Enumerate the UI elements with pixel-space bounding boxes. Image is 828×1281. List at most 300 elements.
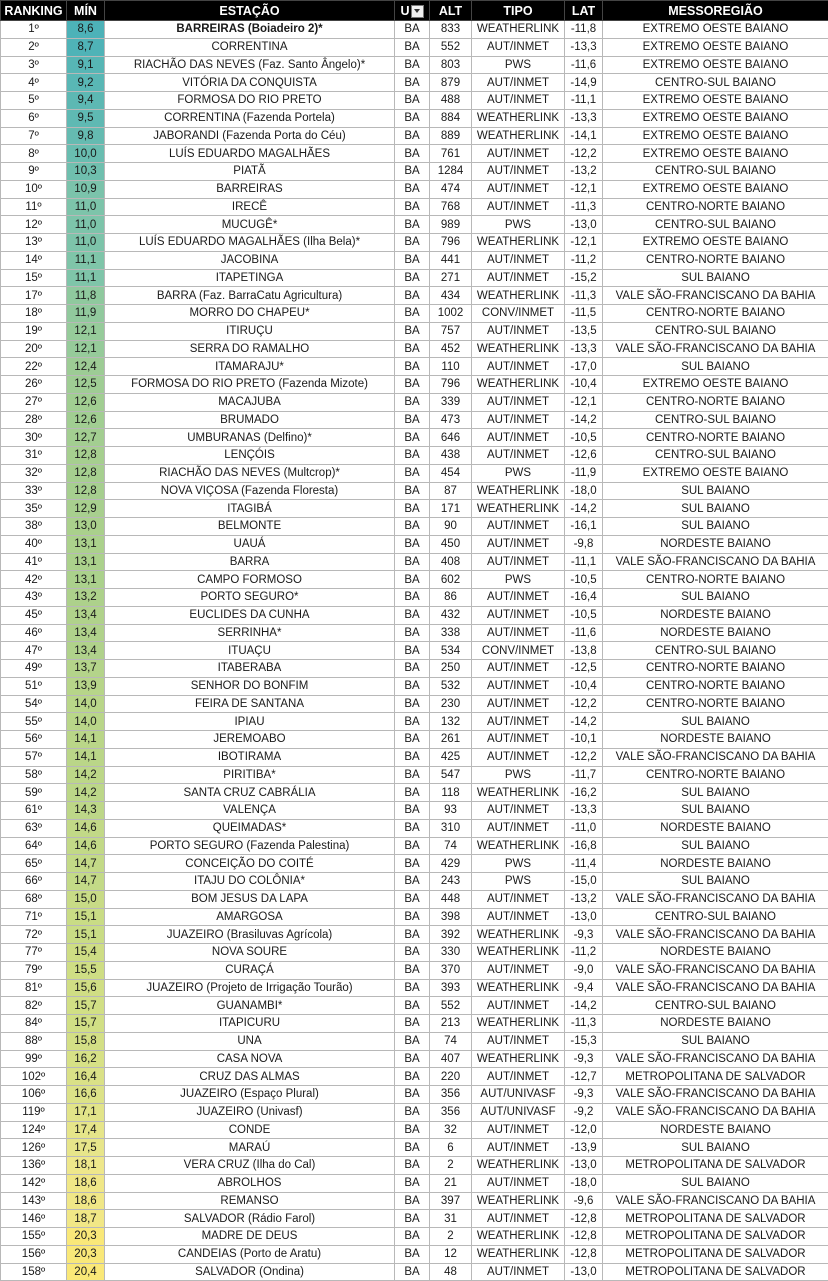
cell-tipo: AUT/INMET (472, 802, 565, 820)
cell-alt: 90 (430, 518, 472, 536)
cell-lat: -13,2 (565, 890, 603, 908)
cell-estacao: MADRE DE DEUS (105, 1228, 395, 1246)
table-row (1, 216, 828, 234)
cell-meso: CENTRO-NORTE BAIANO (603, 695, 828, 713)
cell-uf: BA (395, 180, 430, 198)
cell-min: 13,4 (67, 606, 105, 624)
cell-min: 11,0 (67, 198, 105, 216)
cell-uf: BA (395, 979, 430, 997)
cell-ranking: 124º (1, 1121, 67, 1139)
cell-alt: 250 (430, 660, 472, 678)
table-row (1, 908, 828, 926)
cell-min: 20,3 (67, 1228, 105, 1246)
table-row (1, 269, 828, 287)
cell-min: 15,7 (67, 997, 105, 1015)
cell-estacao: VITÓRIA DA CONQUISTA (105, 74, 395, 92)
table-row (1, 1103, 828, 1121)
cell-alt: 243 (430, 873, 472, 891)
cell-lat: -9,3 (565, 926, 603, 944)
cell-alt: 803 (430, 56, 472, 74)
cell-tipo: WEATHERLINK (472, 109, 565, 127)
cell-ranking: 126º (1, 1139, 67, 1157)
cell-min: 11,0 (67, 234, 105, 252)
cell-meso: EXTREMO OESTE BAIANO (603, 56, 828, 74)
cell-uf: BA (395, 926, 430, 944)
cell-ranking: 41º (1, 553, 67, 571)
table-row (1, 979, 828, 997)
cell-min: 13,1 (67, 571, 105, 589)
cell-ranking: 7º (1, 127, 67, 145)
cell-min: 18,1 (67, 1157, 105, 1175)
cell-uf: BA (395, 234, 430, 252)
table-row (1, 21, 828, 39)
cell-estacao: BRUMADO (105, 411, 395, 429)
cell-meso: SUL BAIANO (603, 358, 828, 376)
cell-tipo: AUT/INMET (472, 358, 565, 376)
cell-lat: -13,9 (565, 1139, 603, 1157)
cell-min: 9,2 (67, 74, 105, 92)
cell-meso: CENTRO-SUL BAIANO (603, 74, 828, 92)
cell-meso: CENTRO-NORTE BAIANO (603, 660, 828, 678)
header-lat: LAT (565, 1, 603, 21)
cell-estacao: CURAÇÁ (105, 961, 395, 979)
cell-uf: BA (395, 606, 430, 624)
cell-meso: EXTREMO OESTE BAIANO (603, 92, 828, 110)
cell-tipo: AUT/INMET (472, 269, 565, 287)
cell-ranking: 65º (1, 855, 67, 873)
cell-min: 13,2 (67, 589, 105, 607)
cell-ranking: 2º (1, 38, 67, 56)
cell-ranking: 30º (1, 429, 67, 447)
cell-min: 14,7 (67, 855, 105, 873)
cell-alt: 339 (430, 393, 472, 411)
cell-estacao: ABROLHOS (105, 1174, 395, 1192)
cell-meso: SUL BAIANO (603, 1139, 828, 1157)
cell-lat: -13,0 (565, 1157, 603, 1175)
cell-lat: -13,0 (565, 216, 603, 234)
table-row (1, 642, 828, 660)
cell-min: 9,1 (67, 56, 105, 74)
cell-alt: 768 (430, 198, 472, 216)
cell-min: 14,0 (67, 713, 105, 731)
cell-tipo: AUT/INMET (472, 1121, 565, 1139)
cell-alt: 1284 (430, 163, 472, 181)
cell-tipo: AUT/INMET (472, 535, 565, 553)
cell-estacao: SERRINHA* (105, 624, 395, 642)
cell-tipo: AUT/UNIVASF (472, 1103, 565, 1121)
cell-alt: 488 (430, 92, 472, 110)
cell-meso: EXTREMO OESTE BAIANO (603, 38, 828, 56)
cell-tipo: AUT/INMET (472, 606, 565, 624)
cell-ranking: 66º (1, 873, 67, 891)
cell-tipo: PWS (472, 571, 565, 589)
cell-estacao: IRECÊ (105, 198, 395, 216)
table-row (1, 518, 828, 536)
cell-lat: -11,3 (565, 1015, 603, 1033)
header-uf-label: U (400, 4, 409, 18)
cell-lat: -13,3 (565, 38, 603, 56)
cell-alt: 74 (430, 837, 472, 855)
cell-lat: -16,2 (565, 784, 603, 802)
cell-ranking: 61º (1, 802, 67, 820)
cell-ranking: 79º (1, 961, 67, 979)
cell-alt: 438 (430, 447, 472, 465)
cell-estacao: PIATÃ (105, 163, 395, 181)
cell-meso: CENTRO-NORTE BAIANO (603, 677, 828, 695)
cell-meso: CENTRO-SUL BAIANO (603, 997, 828, 1015)
cell-uf: BA (395, 500, 430, 518)
cell-ranking: 58º (1, 766, 67, 784)
cell-lat: -11,9 (565, 464, 603, 482)
cell-lat: -13,0 (565, 908, 603, 926)
cell-min: 10,0 (67, 145, 105, 163)
cell-alt: 452 (430, 340, 472, 358)
cell-estacao: ITABERABA (105, 660, 395, 678)
cell-alt: 796 (430, 234, 472, 252)
table-row (1, 997, 828, 1015)
table-row (1, 198, 828, 216)
cell-uf: BA (395, 873, 430, 891)
cell-min: 14,2 (67, 784, 105, 802)
cell-ranking: 38º (1, 518, 67, 536)
cell-tipo: AUT/UNIVASF (472, 1086, 565, 1104)
cell-meso: VALE SÃO-FRANCISCANO DA BAHIA (603, 340, 828, 358)
cell-ranking: 156º (1, 1245, 67, 1263)
cell-alt: 32 (430, 1121, 472, 1139)
cell-estacao: AMARGOSA (105, 908, 395, 926)
cell-lat: -17,0 (565, 358, 603, 376)
cell-alt: 171 (430, 500, 472, 518)
cell-meso: EXTREMO OESTE BAIANO (603, 127, 828, 145)
cell-ranking: 15º (1, 269, 67, 287)
cell-min: 16,6 (67, 1086, 105, 1104)
cell-min: 13,4 (67, 624, 105, 642)
cell-alt: 31 (430, 1210, 472, 1228)
cell-meso: NORDESTE BAIANO (603, 855, 828, 873)
cell-min: 15,1 (67, 908, 105, 926)
cell-min: 17,4 (67, 1121, 105, 1139)
cell-meso: VALE SÃO-FRANCISCANO DA BAHIA (603, 1103, 828, 1121)
cell-uf: BA (395, 358, 430, 376)
cell-tipo: AUT/INMET (472, 411, 565, 429)
cell-meso: VALE SÃO-FRANCISCANO DA BAHIA (603, 890, 828, 908)
cell-lat: -13,2 (565, 163, 603, 181)
cell-uf: BA (395, 1263, 430, 1281)
filter-dropdown-icon[interactable] (411, 5, 424, 18)
cell-min: 15,0 (67, 890, 105, 908)
header-tipo: TIPO (472, 1, 565, 21)
cell-uf: BA (395, 908, 430, 926)
cell-estacao: JUAZEIRO (Univasf) (105, 1103, 395, 1121)
table-row (1, 1050, 828, 1068)
cell-tipo: AUT/INMET (472, 1210, 565, 1228)
cell-alt: 74 (430, 1032, 472, 1050)
cell-tipo: WEATHERLINK (472, 784, 565, 802)
cell-ranking: 8º (1, 145, 67, 163)
cell-uf: BA (395, 269, 430, 287)
cell-tipo: AUT/INMET (472, 660, 565, 678)
cell-min: 12,4 (67, 358, 105, 376)
cell-meso: NORDESTE BAIANO (603, 819, 828, 837)
cell-uf: BA (395, 553, 430, 571)
cell-ranking: 99º (1, 1050, 67, 1068)
table-row (1, 358, 828, 376)
cell-meso: CENTRO-SUL BAIANO (603, 411, 828, 429)
cell-ranking: 27º (1, 393, 67, 411)
cell-estacao: MARAÚ (105, 1139, 395, 1157)
cell-meso: SUL BAIANO (603, 1174, 828, 1192)
cell-lat: -14,2 (565, 713, 603, 731)
table-row (1, 890, 828, 908)
cell-uf: BA (395, 802, 430, 820)
cell-uf: BA (395, 1032, 430, 1050)
cell-ranking: 49º (1, 660, 67, 678)
cell-lat: -12,8 (565, 1245, 603, 1263)
cell-min: 20,4 (67, 1263, 105, 1281)
table-row (1, 340, 828, 358)
cell-alt: 356 (430, 1086, 472, 1104)
cell-ranking: 45º (1, 606, 67, 624)
cell-lat: -11,6 (565, 624, 603, 642)
cell-min: 14,7 (67, 873, 105, 891)
table-row (1, 74, 828, 92)
cell-estacao: MORRO DO CHAPEU* (105, 305, 395, 323)
cell-uf: BA (395, 1157, 430, 1175)
cell-uf: BA (395, 305, 430, 323)
table-row (1, 961, 828, 979)
cell-ranking: 20º (1, 340, 67, 358)
cell-lat: -12,5 (565, 660, 603, 678)
cell-alt: 370 (430, 961, 472, 979)
cell-lat: -9,6 (565, 1192, 603, 1210)
cell-alt: 338 (430, 624, 472, 642)
cell-meso: EXTREMO OESTE BAIANO (603, 145, 828, 163)
cell-lat: -18,0 (565, 1174, 603, 1192)
cell-alt: 310 (430, 819, 472, 837)
cell-meso: CENTRO-NORTE BAIANO (603, 429, 828, 447)
cell-tipo: AUT/INMET (472, 145, 565, 163)
table-row (1, 1121, 828, 1139)
cell-tipo: AUT/INMET (472, 1174, 565, 1192)
table-row (1, 535, 828, 553)
cell-min: 12,7 (67, 429, 105, 447)
cell-meso: SUL BAIANO (603, 589, 828, 607)
table-row (1, 429, 828, 447)
cell-tipo: AUT/INMET (472, 429, 565, 447)
cell-meso: VALE SÃO-FRANCISCANO DA BAHIA (603, 1192, 828, 1210)
cell-ranking: 4º (1, 74, 67, 92)
cell-ranking: 106º (1, 1086, 67, 1104)
cell-min: 17,5 (67, 1139, 105, 1157)
cell-ranking: 64º (1, 837, 67, 855)
cell-meso: CENTRO-NORTE BAIANO (603, 305, 828, 323)
cell-tipo: AUT/INMET (472, 961, 565, 979)
cell-meso: SUL BAIANO (603, 500, 828, 518)
cell-meso: CENTRO-NORTE BAIANO (603, 393, 828, 411)
cell-meso: SUL BAIANO (603, 482, 828, 500)
cell-min: 12,1 (67, 340, 105, 358)
cell-min: 12,8 (67, 464, 105, 482)
cell-estacao: JUAZEIRO (Brasiluvas Agrícola) (105, 926, 395, 944)
table-row (1, 411, 828, 429)
cell-tipo: WEATHERLINK (472, 376, 565, 394)
cell-meso: VALE SÃO-FRANCISCANO DA BAHIA (603, 748, 828, 766)
table-row (1, 873, 828, 891)
cell-meso: EXTREMO OESTE BAIANO (603, 464, 828, 482)
cell-tipo: AUT/INMET (472, 518, 565, 536)
cell-lat: -13,8 (565, 642, 603, 660)
table-row (1, 127, 828, 145)
cell-meso: VALE SÃO-FRANCISCANO DA BAHIA (603, 287, 828, 305)
cell-lat: -11,3 (565, 287, 603, 305)
cell-meso: NORDESTE BAIANO (603, 1015, 828, 1033)
cell-alt: 86 (430, 589, 472, 607)
table-row (1, 234, 828, 252)
cell-uf: BA (395, 695, 430, 713)
cell-ranking: 71º (1, 908, 67, 926)
cell-estacao: LUÍS EDUARDO MAGALHÃES (Ilha Bela)* (105, 234, 395, 252)
cell-ranking: 158º (1, 1263, 67, 1281)
cell-alt: 1002 (430, 305, 472, 323)
cell-ranking: 10º (1, 180, 67, 198)
table-row (1, 677, 828, 695)
cell-min: 15,5 (67, 961, 105, 979)
cell-meso: SUL BAIANO (603, 784, 828, 802)
cell-meso: SUL BAIANO (603, 802, 828, 820)
cell-min: 14,0 (67, 695, 105, 713)
table-row (1, 589, 828, 607)
cell-tipo: WEATHERLINK (472, 926, 565, 944)
cell-uf: BA (395, 642, 430, 660)
table-row (1, 464, 828, 482)
cell-uf: BA (395, 287, 430, 305)
cell-uf: BA (395, 393, 430, 411)
table-row (1, 163, 828, 181)
cell-estacao: CRUZ DAS ALMAS (105, 1068, 395, 1086)
table-row (1, 1192, 828, 1210)
cell-uf: BA (395, 944, 430, 962)
cell-meso: NORDESTE BAIANO (603, 624, 828, 642)
cell-ranking: 56º (1, 731, 67, 749)
cell-uf: BA (395, 571, 430, 589)
cell-tipo: PWS (472, 855, 565, 873)
cell-alt: 474 (430, 180, 472, 198)
table-row (1, 145, 828, 163)
cell-lat: -9,0 (565, 961, 603, 979)
cell-uf: BA (395, 145, 430, 163)
cell-uf: BA (395, 855, 430, 873)
cell-lat: -12,8 (565, 1228, 603, 1246)
cell-estacao: RIACHÃO DAS NEVES (Faz. Santo Ângelo)* (105, 56, 395, 74)
cell-estacao: FORMOSA DO RIO PRETO (105, 92, 395, 110)
cell-min: 18,6 (67, 1192, 105, 1210)
table-row (1, 1245, 828, 1263)
cell-estacao: JUAZEIRO (Espaço Plural) (105, 1086, 395, 1104)
cell-meso: CENTRO-SUL BAIANO (603, 216, 828, 234)
cell-estacao: EUCLIDES DA CUNHA (105, 606, 395, 624)
cell-alt: 118 (430, 784, 472, 802)
cell-estacao: BARREIRAS (105, 180, 395, 198)
cell-min: 11,9 (67, 305, 105, 323)
cell-tipo: AUT/INMET (472, 92, 565, 110)
cell-uf: BA (395, 518, 430, 536)
cell-estacao: CASA NOVA (105, 1050, 395, 1068)
cell-min: 15,8 (67, 1032, 105, 1050)
cell-estacao: BARREIRAS (Boiadeiro 2)* (105, 21, 395, 39)
cell-ranking: 57º (1, 748, 67, 766)
cell-min: 9,4 (67, 92, 105, 110)
cell-uf: BA (395, 429, 430, 447)
cell-min: 16,2 (67, 1050, 105, 1068)
cell-alt: 6 (430, 1139, 472, 1157)
cell-meso: EXTREMO OESTE BAIANO (603, 180, 828, 198)
cell-min: 13,7 (67, 660, 105, 678)
cell-meso: VALE SÃO-FRANCISCANO DA BAHIA (603, 961, 828, 979)
cell-min: 15,4 (67, 944, 105, 962)
cell-alt: 330 (430, 944, 472, 962)
cell-uf: BA (395, 713, 430, 731)
cell-meso: NORDESTE BAIANO (603, 731, 828, 749)
cell-alt: 547 (430, 766, 472, 784)
cell-meso: EXTREMO OESTE BAIANO (603, 234, 828, 252)
cell-ranking: 142º (1, 1174, 67, 1192)
cell-tipo: WEATHERLINK (472, 287, 565, 305)
cell-estacao: CONCEIÇÃO DO COITÉ (105, 855, 395, 873)
table-row (1, 1263, 828, 1281)
cell-uf: BA (395, 784, 430, 802)
cell-tipo: AUT/INMET (472, 677, 565, 695)
cell-estacao: REMANSO (105, 1192, 395, 1210)
cell-alt: 110 (430, 358, 472, 376)
cell-tipo: AUT/INMET (472, 198, 565, 216)
table-row (1, 553, 828, 571)
cell-lat: -13,0 (565, 1263, 603, 1281)
table-row (1, 180, 828, 198)
cell-estacao: LUÍS EDUARDO MAGALHÃES (105, 145, 395, 163)
cell-uf: BA (395, 38, 430, 56)
cell-alt: 448 (430, 890, 472, 908)
cell-estacao: CANDEIAS (Porto de Aratu) (105, 1245, 395, 1263)
cell-lat: -13,3 (565, 109, 603, 127)
cell-tipo: PWS (472, 56, 565, 74)
cell-lat: -12,2 (565, 748, 603, 766)
cell-lat: -11,2 (565, 944, 603, 962)
cell-ranking: 146º (1, 1210, 67, 1228)
cell-meso: METROPOLITANA DE SALVADOR (603, 1157, 828, 1175)
table-row (1, 482, 828, 500)
cell-min: 13,0 (67, 518, 105, 536)
cell-lat: -12,1 (565, 180, 603, 198)
cell-min: 18,7 (67, 1210, 105, 1228)
cell-uf: BA (395, 837, 430, 855)
table-row (1, 1157, 828, 1175)
cell-estacao: BOM JESUS DA LAPA (105, 890, 395, 908)
cell-alt: 434 (430, 287, 472, 305)
cell-ranking: 28º (1, 411, 67, 429)
cell-ranking: 18º (1, 305, 67, 323)
cell-alt: 552 (430, 997, 472, 1015)
cell-min: 11,1 (67, 251, 105, 269)
cell-ranking: 12º (1, 216, 67, 234)
cell-tipo: WEATHERLINK (472, 944, 565, 962)
cell-ranking: 33º (1, 482, 67, 500)
cell-estacao: MUCUGÊ* (105, 216, 395, 234)
header-ranking: RANKING (1, 1, 67, 21)
header-uf[interactable] (395, 1, 430, 21)
cell-min: 12,8 (67, 482, 105, 500)
cell-alt: 454 (430, 464, 472, 482)
cell-uf: BA (395, 322, 430, 340)
